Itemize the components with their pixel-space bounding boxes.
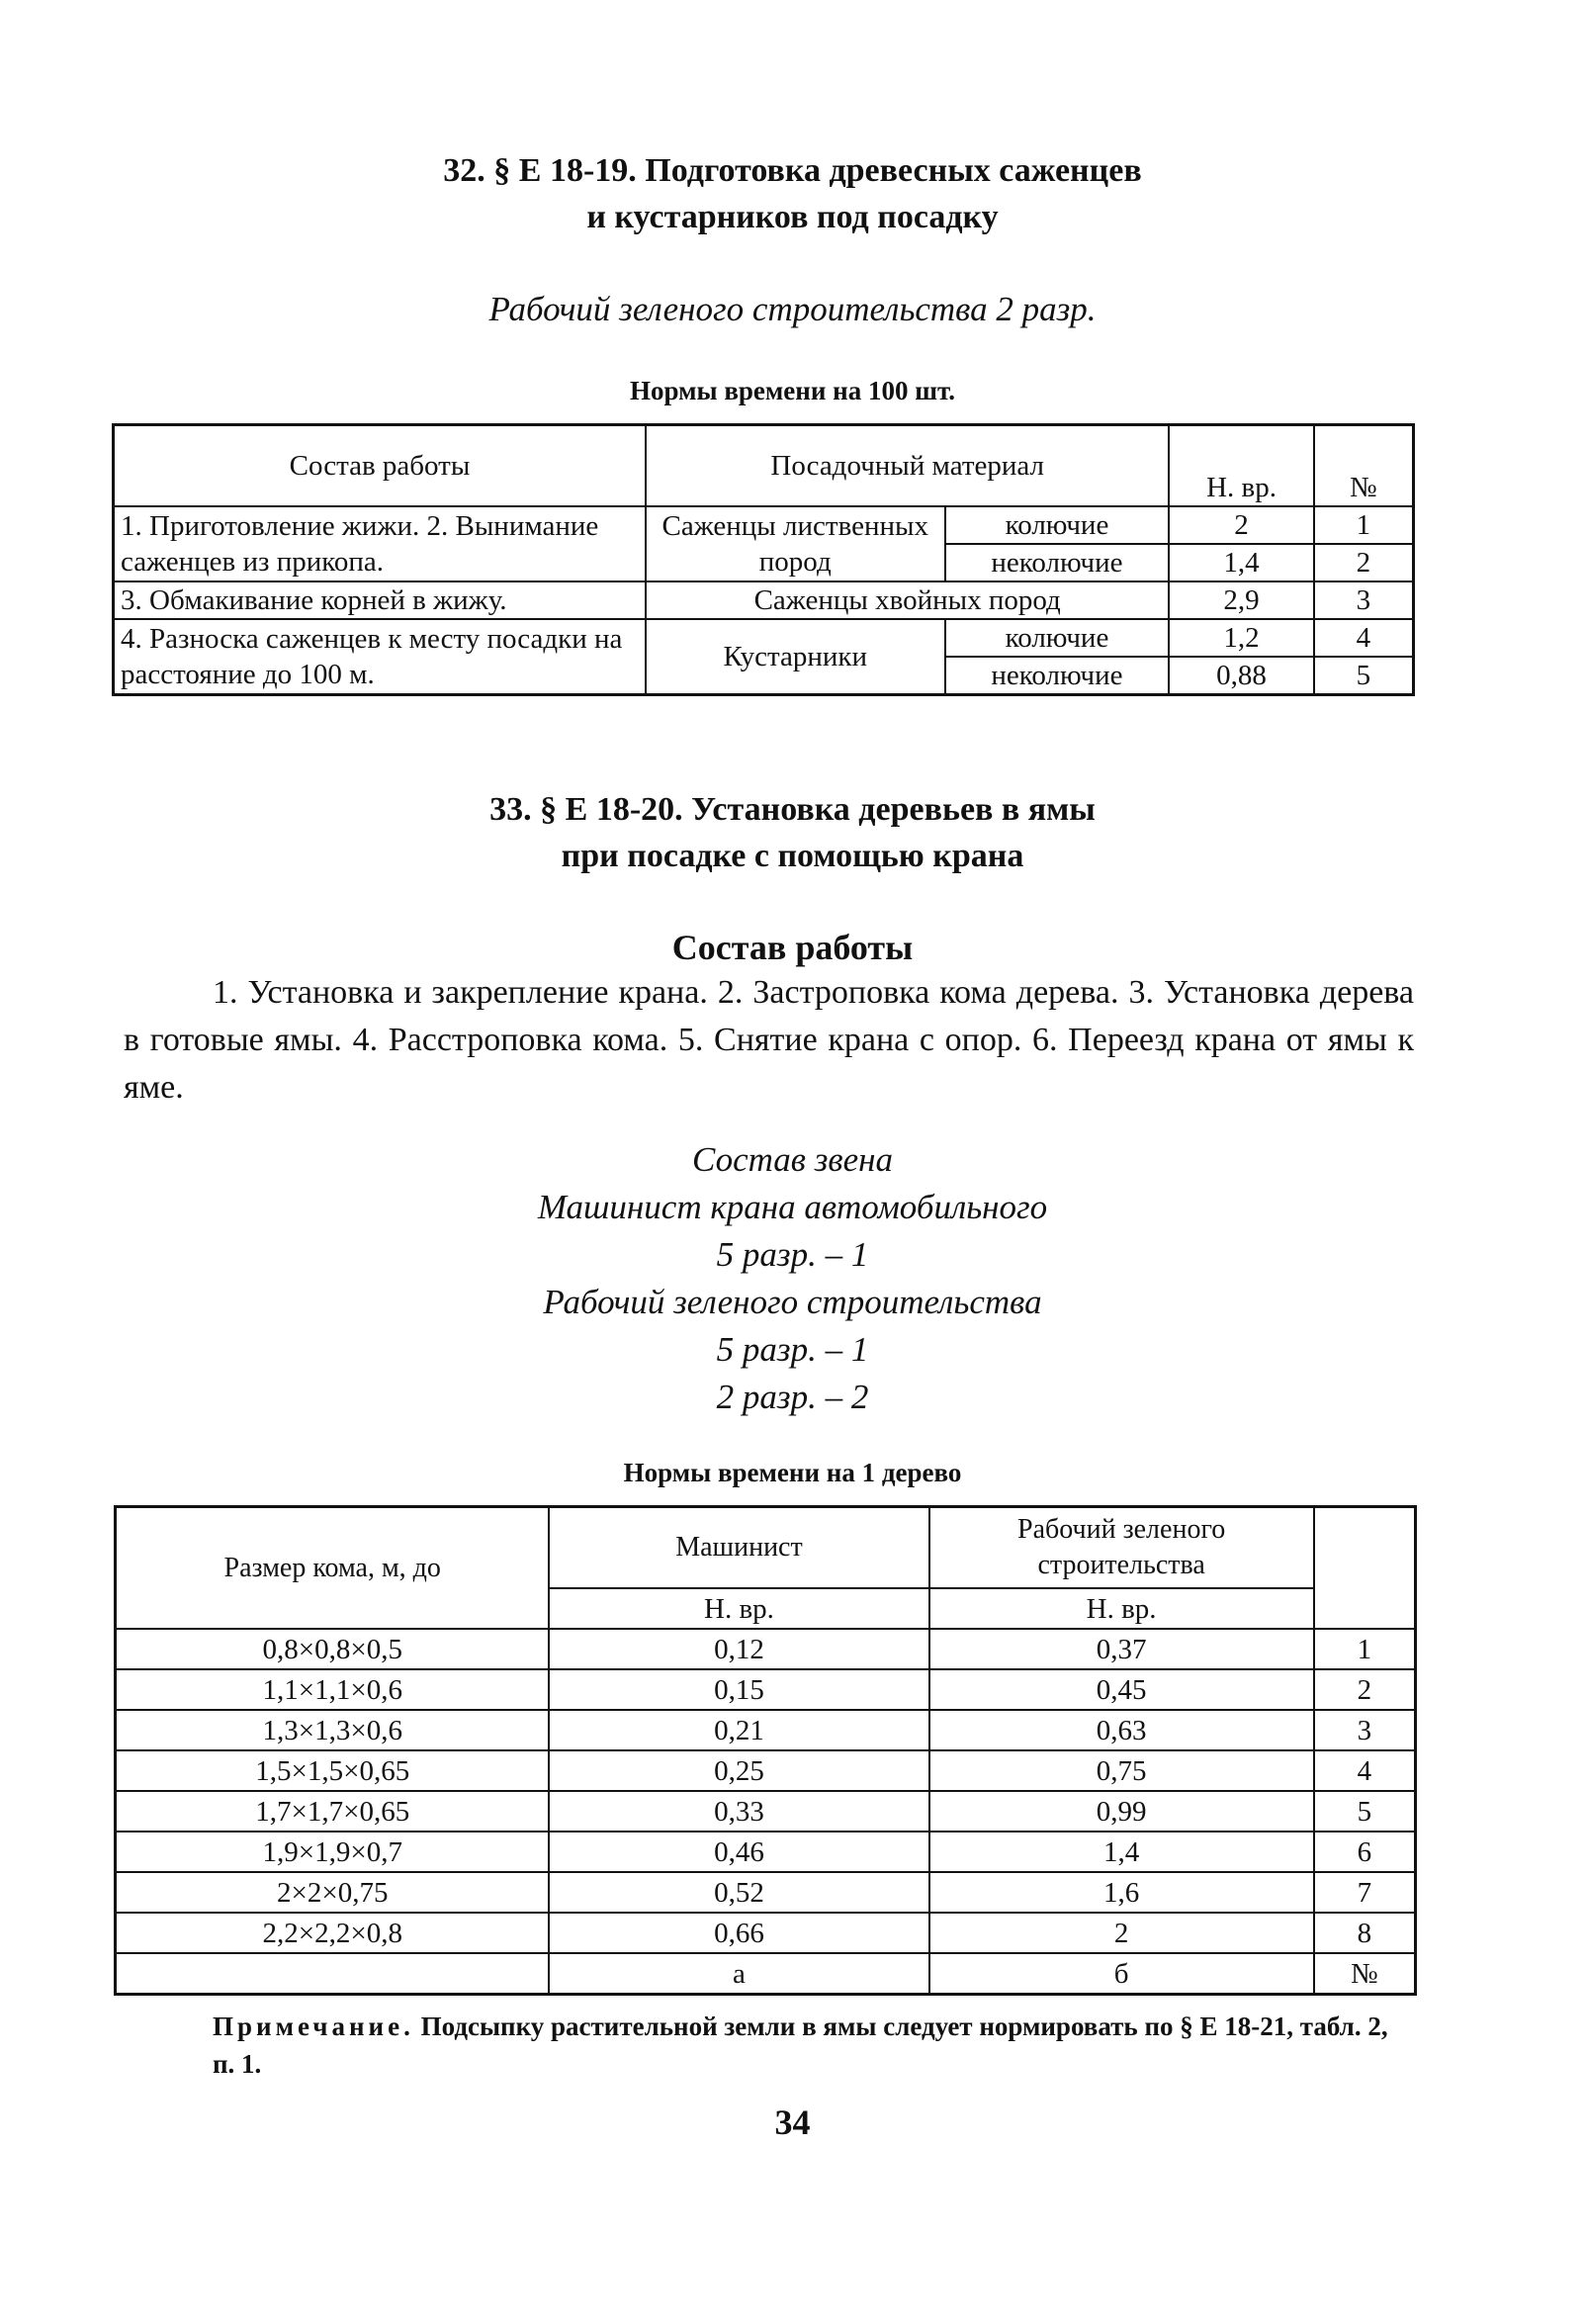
no-cell: 3 [1314,581,1414,619]
size-cell: 0,8×0,8×0,5 [116,1629,550,1669]
material-shrubs: Кустарники [646,619,945,695]
footer-no-cell: № [1314,1953,1416,1995]
no-cell: 5 [1314,1791,1416,1832]
work-text [124,969,1414,1112]
sub-thorny: колючие [945,506,1170,544]
worker-cell: 0,75 [929,1750,1314,1791]
table-header-row [116,1507,1416,1589]
operator-cell: 0,46 [549,1832,928,1872]
work-step-1: 1. Приготовление жижи. 2. Вынимание саженцев из прикопа. [114,506,647,581]
table-header-row [114,425,1414,507]
section-33-caption: Нормы времени на 1 дерево [623,1458,962,1487]
table-row [114,581,1414,619]
section-33-title-line-1: 33. § Е 18-20. Установка деревьев в ямы [489,791,1096,828]
section-32-worker: Рабочий зеленого строительства 2 разр. [488,290,1097,328]
work-text-content: 1. Установка и закрепление крана. 2. Застроповка кома дерева. 3. Установка дерева в готовые ямы. 4. Расстроповка кома. 5. Снятие крана с опор. 6. Переезд крана от ямы к яме. [124,974,1414,1106]
table-row [116,1629,1416,1669]
note-label: Примечание. [213,2011,414,2041]
crew-line-3: Рабочий зеленого строительства [543,1283,1042,1321]
note-text: Подсыпку растительной земли в ямы следует нормировать по § Е 18-21, табл. 2, п. 1. [213,2011,1388,2079]
work-step-4: 4. Разноска саженцев к месту посадки на расстояние до 100 м. [114,619,647,695]
size-cell: 1,1×1,1×0,6 [116,1669,550,1710]
header-operator: Машинист [549,1507,928,1589]
header-work: Состав работы [114,425,647,507]
no-cell: 2 [1314,1669,1416,1710]
size-cell: 1,3×1,3×0,6 [116,1710,550,1750]
header-size: Размер кома, м, до [116,1507,550,1630]
page-number: 34 [774,2102,811,2142]
hvr-cell: 1,2 [1169,619,1313,657]
header-worker: Рабочий зеленого строительства [929,1507,1314,1589]
no-cell: 5 [1314,657,1414,695]
worker-cell: 0,99 [929,1791,1314,1832]
hvr-cell: 0,88 [1169,657,1313,695]
worker-cell: 0,45 [929,1669,1314,1710]
table-row [114,506,1414,544]
section-33-table [114,1505,1417,1996]
size-cell: 1,5×1,5×0,65 [116,1750,550,1791]
table-row [116,1710,1416,1750]
header-material: Посадочный материал [646,425,1169,507]
work-step-3: 3. Обмакивание корней в жижу. [114,581,647,619]
header-hvr-worker: Н. вр. [929,1588,1314,1629]
no-cell: 3 [1314,1710,1416,1750]
worker-cell: 1,4 [929,1832,1314,1872]
note [213,2008,1414,2083]
crew-heading: Состав звена [691,1140,893,1179]
material-deciduous: Саженцы лиственных пород [646,506,945,581]
header-hvr: Н. вр. [1169,425,1313,507]
table-footer-row [116,1953,1416,1995]
header-hvr-operator: Н. вр. [549,1588,928,1629]
hvr-cell: 1,4 [1169,544,1313,581]
material-conifer: Саженцы хвойных пород [646,581,1169,619]
operator-cell: 0,66 [549,1913,928,1953]
no-cell: 4 [1314,1750,1416,1791]
footer-size-cell [116,1953,550,1995]
operator-cell: 0,15 [549,1669,928,1710]
section-32-caption: Нормы времени на 100 шт. [630,376,955,405]
table-row [116,1750,1416,1791]
worker-cell: 0,63 [929,1710,1314,1750]
section-32-title-line-1: 32. § Е 18-19. Подготовка древесных саженцев [443,152,1142,189]
no-cell: 7 [1314,1872,1416,1913]
no-cell: 4 [1314,619,1414,657]
table-row [116,1832,1416,1872]
crew-line-1: Машинист крана автомобильного [537,1188,1048,1226]
worker-cell: 2 [929,1913,1314,1953]
header-blank [1314,1507,1416,1630]
crew-line-4: 5 разр. – 1 [716,1330,869,1369]
no-cell: 6 [1314,1832,1416,1872]
operator-cell: 0,25 [549,1750,928,1791]
operator-cell: 0,33 [549,1791,928,1832]
size-cell: 2×2×0,75 [116,1872,550,1913]
no-cell: 8 [1314,1913,1416,1953]
worker-cell: 0,37 [929,1629,1314,1669]
no-cell: 2 [1314,544,1414,581]
sub-thorny: колючие [945,619,1170,657]
no-cell: 1 [1314,506,1414,544]
crew-line-5: 2 разр. – 2 [716,1378,869,1416]
sub-nonthorny: неколючие [945,544,1170,581]
table-row [116,1791,1416,1832]
size-cell: 1,9×1,9×0,7 [116,1832,550,1872]
work-heading: Состав работы [671,928,914,967]
table-row [116,1872,1416,1913]
section-32-table [112,423,1415,696]
section-32-title-line-2: и кустарников под посадку [586,199,999,235]
sub-nonthorny: неколючие [945,657,1170,695]
table-row [116,1913,1416,1953]
operator-cell: 0,52 [549,1872,928,1913]
table-row [114,619,1414,657]
size-cell: 1,7×1,7×0,65 [116,1791,550,1832]
hvr-cell: 2 [1169,506,1313,544]
footer-operator-cell: а [549,1953,928,1995]
section-33-title-line-2: при посадке с помощью крана [561,838,1024,874]
worker-cell: 1,6 [929,1872,1314,1913]
table-row [116,1669,1416,1710]
operator-cell: 0,21 [549,1710,928,1750]
header-no: № [1314,425,1414,507]
hvr-cell: 2,9 [1169,581,1313,619]
size-cell: 2,2×2,2×0,8 [116,1913,550,1953]
crew-line-2: 5 разр. – 1 [716,1235,869,1274]
operator-cell: 0,12 [549,1629,928,1669]
footer-worker-cell: б [929,1953,1314,1995]
no-cell: 1 [1314,1629,1416,1669]
